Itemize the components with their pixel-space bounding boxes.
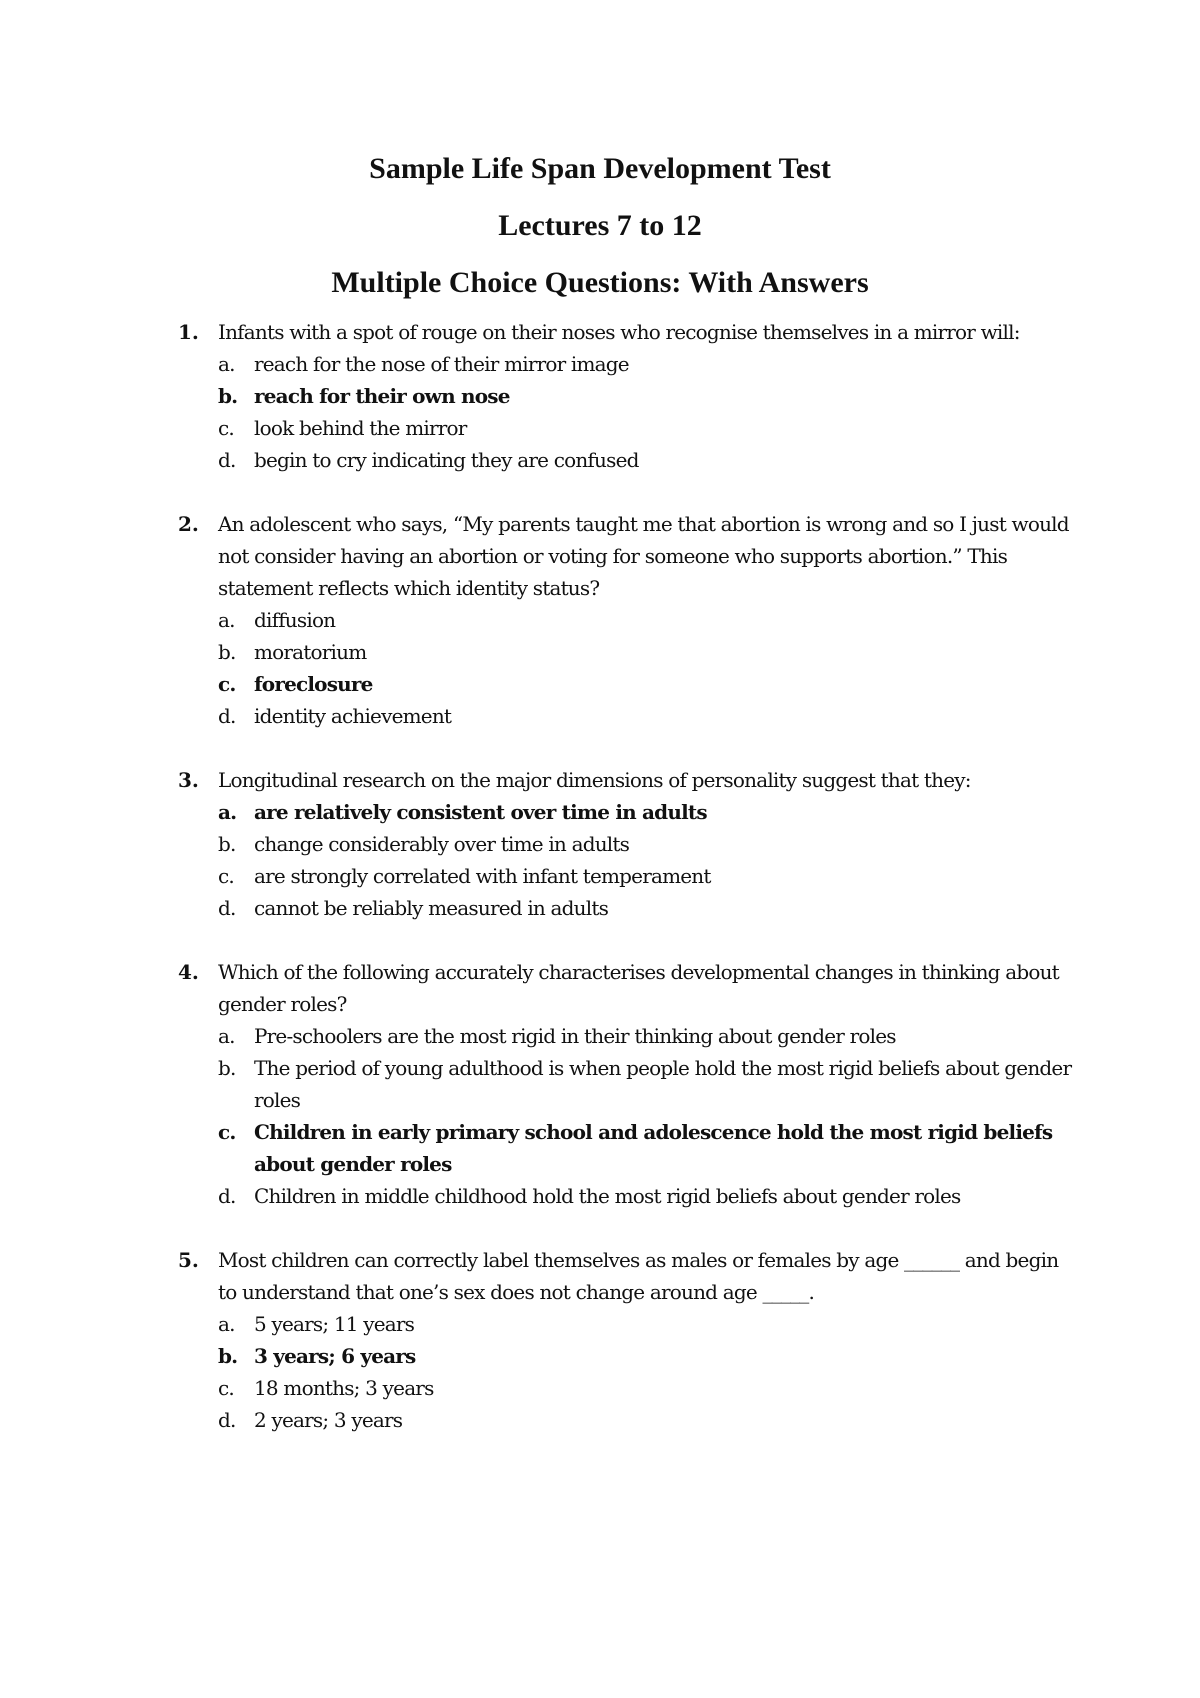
option-letter: c. bbox=[218, 1120, 236, 1144]
option-text: reach for their own nose bbox=[254, 384, 510, 408]
question-text: An adolescent who says, “My parents taught me that abortion is wrong and so I just would not consider having an abortion or voting for someone who supports abortion.” This statement reflects which identity status? bbox=[218, 512, 1069, 600]
question-number: 5. bbox=[178, 1248, 199, 1272]
question-stem bbox=[178, 316, 1078, 348]
answer-option bbox=[178, 636, 1078, 668]
answer-option-correct bbox=[178, 1340, 1078, 1372]
option-text: moratorium bbox=[254, 640, 367, 664]
answer-option bbox=[178, 412, 1078, 444]
option-text: are relatively consistent over time in adults bbox=[254, 800, 707, 824]
answer-option bbox=[178, 604, 1078, 636]
answer-option bbox=[178, 1404, 1078, 1436]
question-3 bbox=[178, 764, 1078, 924]
answer-option bbox=[178, 1180, 1078, 1212]
question-stem bbox=[178, 764, 1078, 796]
question-stem bbox=[178, 956, 1078, 1020]
answer-option bbox=[178, 1020, 1078, 1052]
question-stem bbox=[178, 1244, 1078, 1308]
answer-option-correct bbox=[178, 796, 1078, 828]
question-text: Infants with a spot of rouge on their noses who recognise themselves in a mirror will: bbox=[218, 320, 1020, 344]
option-letter: c. bbox=[218, 1376, 234, 1400]
option-text: The period of young adulthood is when people hold the most rigid beliefs about gender roles bbox=[254, 1056, 1072, 1112]
answer-option bbox=[178, 348, 1078, 380]
option-letter: c. bbox=[218, 864, 234, 888]
question-text: Most children can correctly label themselves as males or females by age ______ and begin to understand that one’s sex does not change around age _____. bbox=[218, 1248, 1059, 1304]
question-text: Longitudinal research on the major dimensions of personality suggest that they: bbox=[218, 768, 971, 792]
answer-option-correct bbox=[178, 668, 1078, 700]
option-text: reach for the nose of their mirror image bbox=[254, 352, 629, 376]
option-text: look behind the mirror bbox=[254, 416, 467, 440]
option-text: Pre-schoolers are the most rigid in their thinking about gender roles bbox=[254, 1024, 896, 1048]
option-text: begin to cry indicating they are confused bbox=[254, 448, 639, 472]
answer-option bbox=[178, 444, 1078, 476]
answer-option bbox=[178, 892, 1078, 924]
option-letter: b. bbox=[218, 832, 236, 856]
question-list bbox=[178, 316, 1078, 1468]
answer-option bbox=[178, 860, 1078, 892]
option-letter: b. bbox=[218, 384, 238, 408]
option-letter: a. bbox=[218, 1312, 235, 1336]
question-number: 2. bbox=[178, 512, 199, 536]
question-text: Which of the following accurately characterises developmental changes in thinking about gender roles? bbox=[218, 960, 1059, 1016]
option-text: diffusion bbox=[254, 608, 336, 632]
option-letter: c. bbox=[218, 672, 236, 696]
question-number: 1. bbox=[178, 320, 199, 344]
option-text: change considerably over time in adults bbox=[254, 832, 630, 856]
answer-option bbox=[178, 1052, 1078, 1116]
option-letter: b. bbox=[218, 640, 236, 664]
document-subtitle: Lectures 7 to 12 bbox=[498, 209, 702, 242]
option-text: 18 months; 3 years bbox=[254, 1376, 434, 1400]
answer-option bbox=[178, 700, 1078, 732]
answer-option bbox=[178, 1372, 1078, 1404]
answer-option bbox=[178, 828, 1078, 860]
option-letter: d. bbox=[218, 896, 236, 920]
option-letter: a. bbox=[218, 800, 237, 824]
option-letter: d. bbox=[218, 448, 236, 472]
option-letter: d. bbox=[218, 704, 236, 728]
option-letter: d. bbox=[218, 1184, 236, 1208]
question-stem bbox=[178, 508, 1078, 604]
option-text: foreclosure bbox=[254, 672, 373, 696]
option-letter: d. bbox=[218, 1408, 236, 1432]
question-4 bbox=[178, 956, 1078, 1212]
question-number: 3. bbox=[178, 768, 199, 792]
option-letter: b. bbox=[218, 1344, 238, 1368]
option-text: Children in middle childhood hold the most rigid beliefs about gender roles bbox=[254, 1184, 961, 1208]
option-text: are strongly correlated with infant temperament bbox=[254, 864, 711, 888]
question-5 bbox=[178, 1244, 1078, 1436]
option-letter: b. bbox=[218, 1056, 236, 1080]
question-1 bbox=[178, 316, 1078, 476]
option-text: 5 years; 11 years bbox=[254, 1312, 415, 1336]
section-heading: Multiple Choice Questions: With Answers bbox=[331, 266, 869, 299]
question-number: 4. bbox=[178, 960, 199, 984]
document-header bbox=[0, 140, 1200, 311]
option-text: 2 years; 3 years bbox=[254, 1408, 403, 1432]
question-2 bbox=[178, 508, 1078, 732]
answer-option bbox=[178, 1308, 1078, 1340]
option-letter: c. bbox=[218, 416, 234, 440]
option-text: 3 years; 6 years bbox=[254, 1344, 416, 1368]
option-text: Children in early primary school and adolescence hold the most rigid beliefs about gender roles bbox=[254, 1120, 1053, 1176]
option-text: cannot be reliably measured in adults bbox=[254, 896, 609, 920]
document-title: Sample Life Span Development Test bbox=[369, 152, 831, 185]
answer-option-correct bbox=[178, 1116, 1078, 1180]
option-letter: a. bbox=[218, 608, 235, 632]
answer-option-correct bbox=[178, 380, 1078, 412]
option-letter: a. bbox=[218, 1024, 235, 1048]
option-text: identity achievement bbox=[254, 704, 452, 728]
option-letter: a. bbox=[218, 352, 235, 376]
